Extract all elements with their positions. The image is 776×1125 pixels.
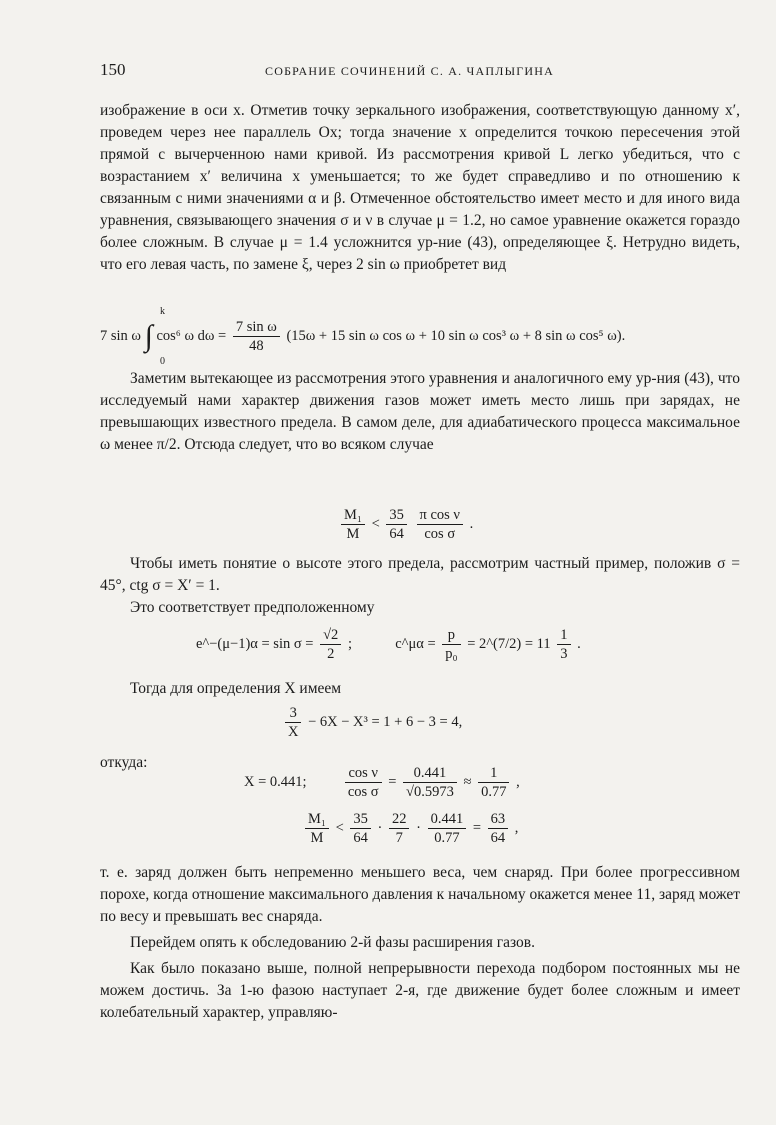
eq6-tail: , — [514, 819, 519, 836]
eq6-eq: = — [472, 819, 482, 836]
eq2-d2: 64 — [389, 526, 404, 542]
eq5-lhs: X = 0.441; — [244, 773, 307, 790]
eq6-d2: 64 — [353, 830, 368, 846]
paragraph-8: Перейдем опять к обследованию 2-й фазы расширения газов. — [130, 934, 535, 951]
eq6-dot1: · — [377, 819, 383, 836]
inequality-2 — [302, 810, 518, 847]
inequality-1 — [338, 506, 473, 543]
paragraph-6: откуда: — [100, 754, 148, 771]
paragraph-2: Заметим вытекающее из рассмотрения этого уравнения и аналогичного ему ур-ния (43), что исследуемый нами характер движения газов может иметь место лишь при зарядах, не превышающих известного предела. В самом деле, для адиабатического процесса максимальное ω менее π/2. Отсюда следует, что во всяком случае — [100, 370, 740, 453]
integral-equation — [100, 318, 625, 355]
eq3-d2: p₀ — [445, 646, 458, 662]
equation-4 — [282, 704, 462, 741]
eq6-n2: 35 — [350, 810, 371, 829]
eq1-integrand: cos⁶ ω dω = — [156, 327, 227, 344]
eq1-left: 7 sin ω — [100, 327, 141, 344]
eq6-n5: 63 — [488, 810, 509, 829]
eq2-n1: M₁ — [341, 506, 365, 525]
eq4-n: 3 — [285, 704, 301, 723]
eq3-d3: 3 — [560, 646, 568, 662]
eq2-d1: M — [346, 526, 360, 542]
eq2-op: < — [371, 515, 380, 532]
eq3-lhs: e^−(μ−1)α = sin σ = — [196, 635, 314, 652]
eq5-d3: 0.77 — [481, 784, 507, 800]
eq3-n1: √2 — [320, 626, 341, 645]
equation-3 — [196, 626, 581, 663]
paragraph-5: Тогда для определения X имеем — [130, 680, 342, 697]
eq3-d1: 2 — [327, 646, 335, 662]
eq5-approx: ≈ — [463, 773, 472, 790]
integral-sign: ∫ — [144, 319, 153, 353]
eq6-n3: 22 — [389, 810, 410, 829]
eq6-d4: 0.77 — [434, 830, 460, 846]
integral-upper-limit: k — [160, 306, 165, 317]
eq5-n3: 1 — [478, 764, 509, 783]
eq3-n2: p — [442, 626, 460, 645]
page-number: 150 — [100, 60, 126, 79]
eq5-n1: cos ν — [345, 764, 382, 783]
eq2-n3: π cos ν — [417, 506, 463, 525]
page-header — [100, 60, 740, 84]
eq2-d3: cos σ — [424, 526, 456, 542]
paragraph-7: т. е. заряд должен быть непременно меньшего веса, чем снаряд. При более прогрессивном порохе, когда отношение максимального давления к начальному окажется менее 11, заряд может по весу и превышать вес снаряда. — [100, 864, 740, 925]
eq1-num: 7 sin ω — [233, 318, 280, 337]
eq3-n3: 1 — [557, 626, 570, 645]
paragraph-1: изображение в оси x. Отметив точку зеркального изображения, соответствующую данному x′, проведем через нее параллель Ox; тогда значение x определится точкою пересечения этой прямой с вычерченною нами кривой. Из рассмотрения кривой L легко убедиться, что с возрастанием x′ величина x уменьшается; то же будет справедливо и по отношению к связанным с ними значениями α и β. Отмеченное обстоятельство имеет место и для иного вида уравнения, связывающего значения σ и ν в случае μ = 1.2, но самое уравнение окажется гораздо более сложным. В случае μ = 1.4 усложнится ур-ние (43), определяющее ξ. Нетрудно видеть, что его левая часть, по замене ξ, через 2 sin ω приобретет вид — [100, 102, 740, 273]
eq5-eq: = — [388, 773, 397, 790]
eq5-tail: , — [516, 773, 520, 790]
eq4-d: X — [288, 724, 299, 740]
eq1-fraction — [233, 318, 280, 355]
eq3-tail: . — [577, 635, 581, 652]
eq6-d1: M — [310, 830, 324, 846]
eq5-d1: cos σ — [347, 784, 379, 800]
eq6-d5: 64 — [490, 830, 506, 846]
eq3-sep: ; — [347, 635, 352, 652]
eq1-den: 48 — [249, 338, 264, 354]
integral-lower-limit: 0 — [160, 356, 165, 367]
eq1-rest: (15ω + 15 sin ω cos ω + 10 sin ω cos³ ω + 8 sin ω cos⁵ ω). — [286, 327, 626, 344]
equation-5 — [244, 764, 520, 801]
eq5-d2: √0.5973 — [406, 784, 454, 800]
eq4-rest: − 6X − X³ = 1 + 6 − 3 = 4, — [308, 713, 463, 730]
eq2-n2: 35 — [386, 506, 407, 525]
eq6-n1: M₁ — [305, 810, 329, 829]
eq3-rhs: = 2^(7/2) = 11 — [467, 635, 551, 652]
paragraph-9: Как было показано выше, полной непрерывности перехода подбором постоянных мы не можем достичь. За 1-ю фазою наступает 2-я, где движение будет более сложным и имеет колебательный характер, управляю- — [100, 960, 740, 1021]
eq2-tail: . — [469, 515, 474, 532]
eq6-dot2: · — [416, 819, 421, 836]
eq6-op: < — [335, 819, 344, 836]
paragraph-4: Это соответствует предположенному — [130, 599, 375, 616]
eq3-mid: c^μα = — [395, 635, 436, 652]
running-title: СОБРАНИЕ СОЧИНЕНИЙ С. А. ЧАПЛЫГИНА — [265, 64, 554, 78]
eq6-n4: 0.441 — [428, 810, 467, 829]
eq6-d3: 7 — [395, 830, 403, 846]
eq5-n2: 0.441 — [403, 764, 457, 783]
paragraph-3: Чтобы иметь понятие о высоте этого предела, рассмотрим частный пример, положив σ = 45°, ctg σ = X′ = 1. — [100, 555, 740, 594]
